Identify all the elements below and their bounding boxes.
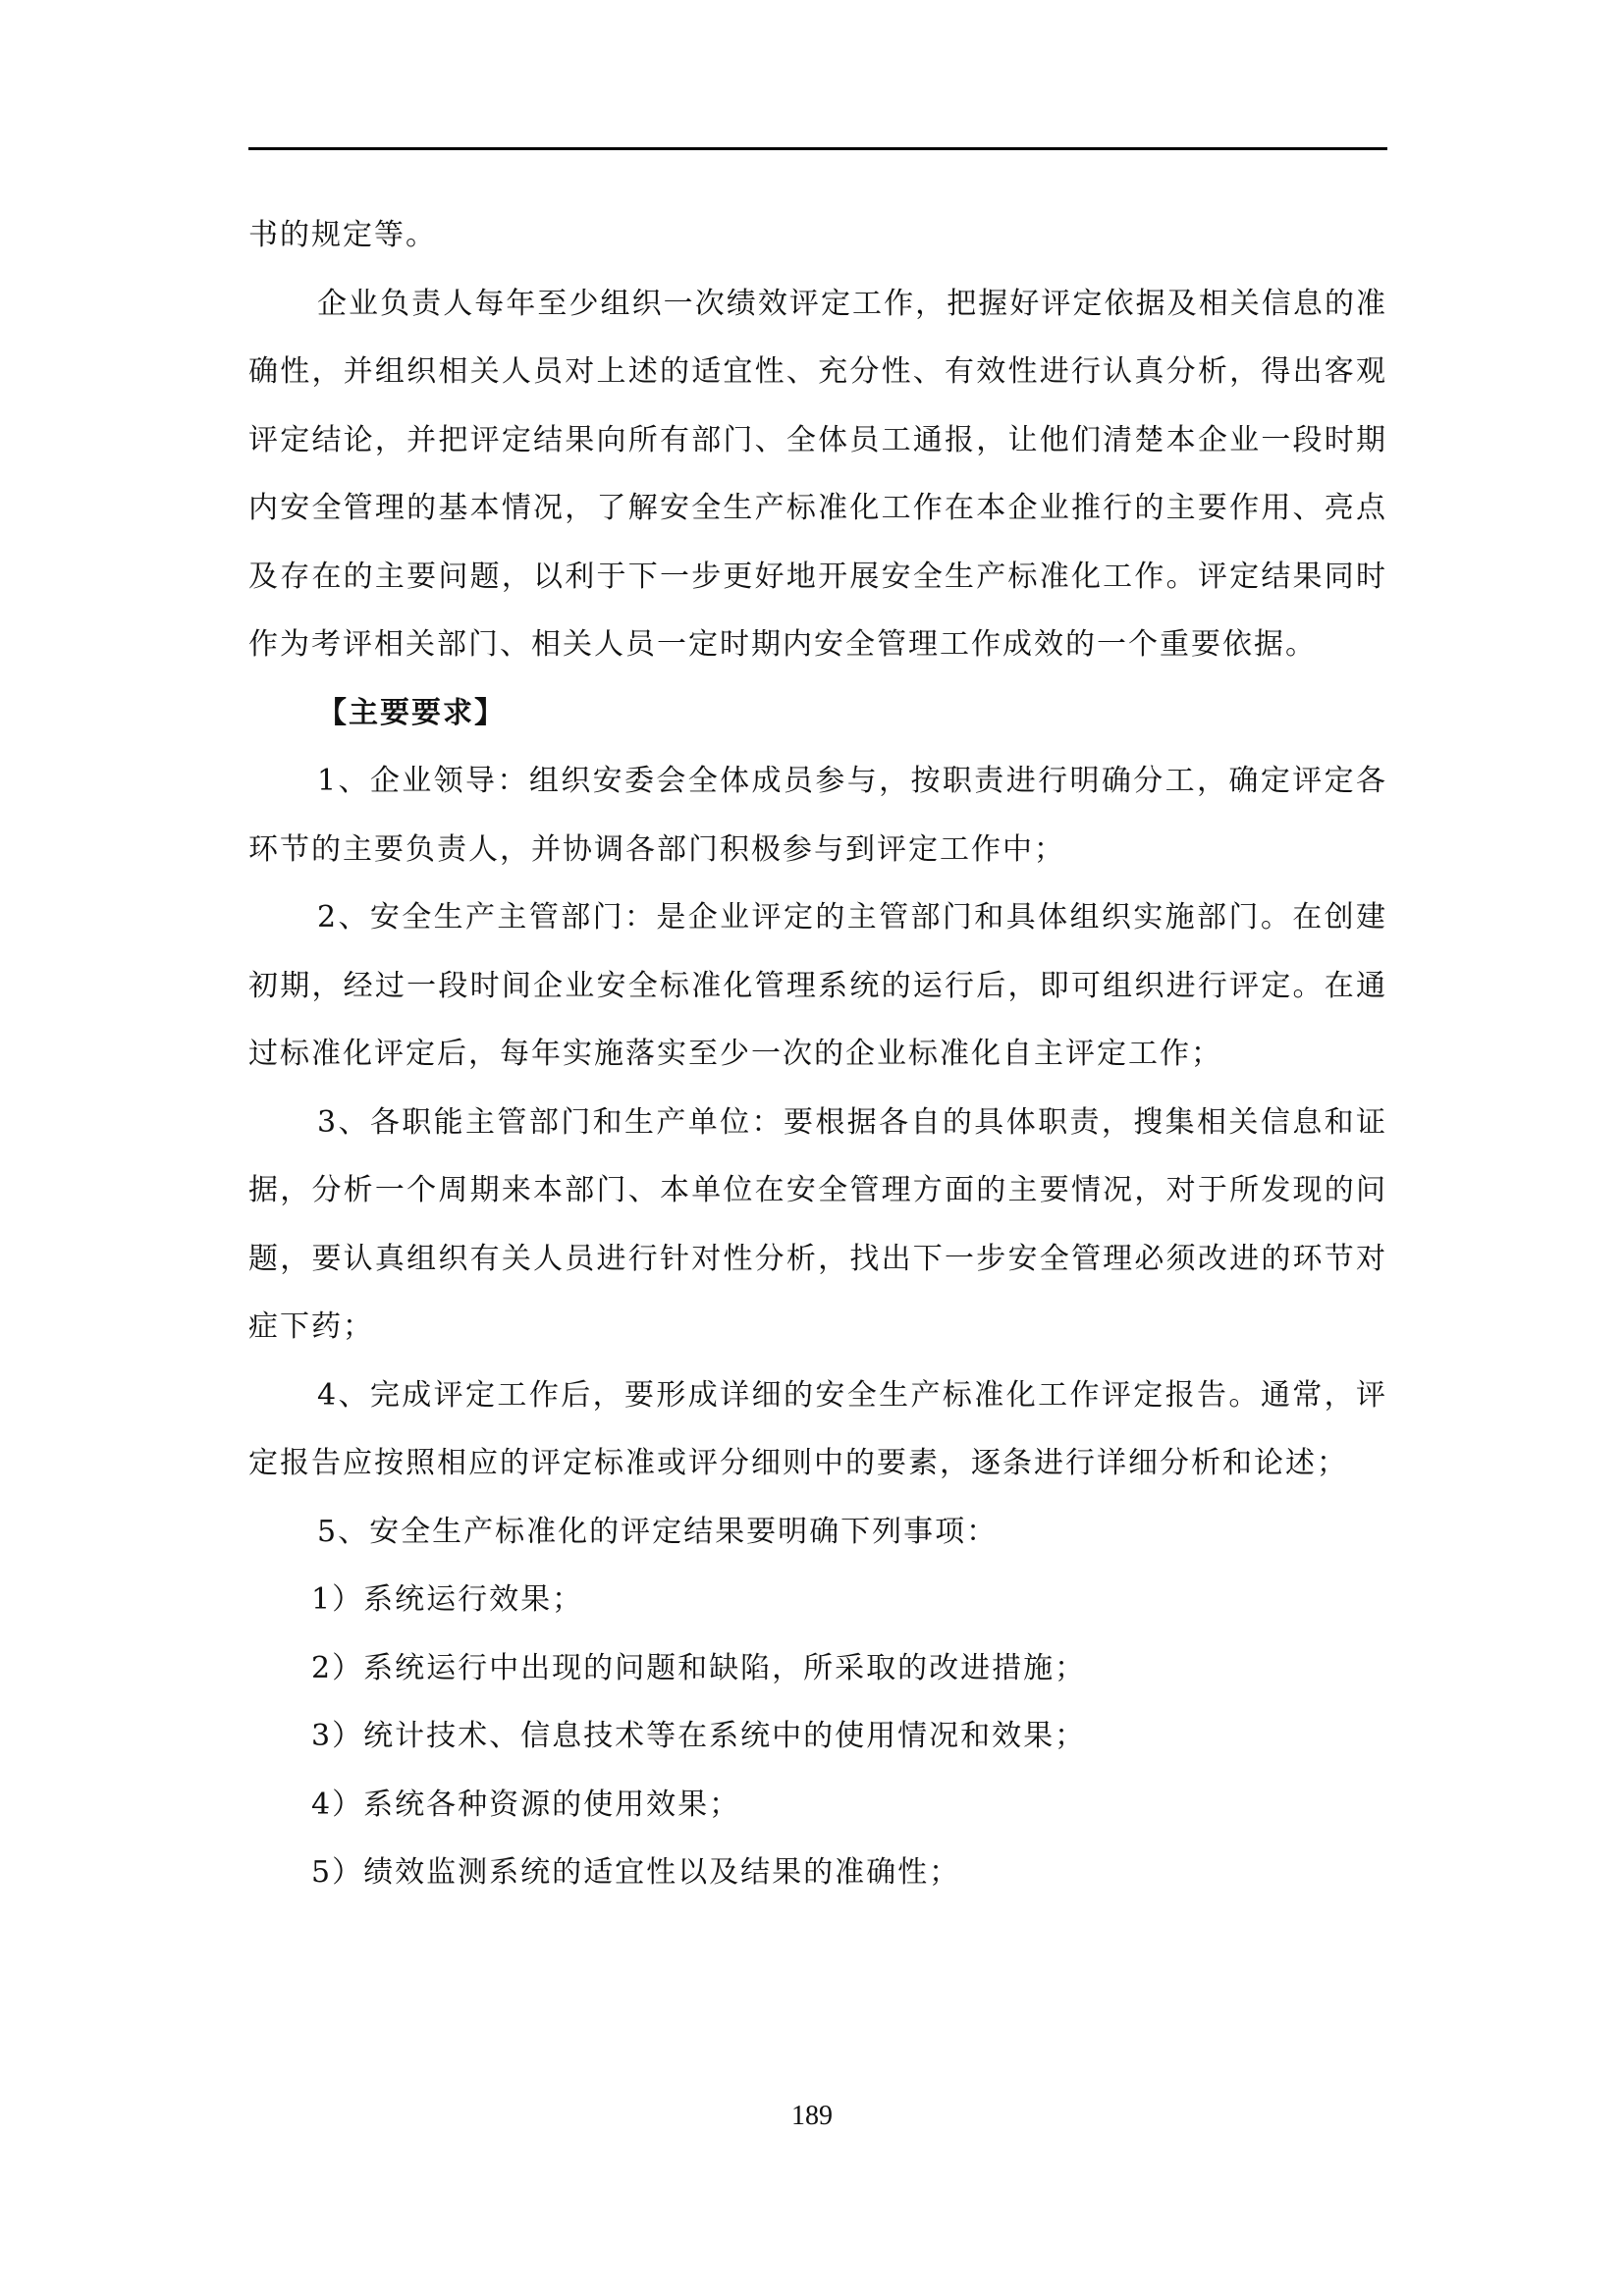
- page-number: 189: [791, 2101, 833, 2131]
- requirement-item-5: 5、安全生产标准化的评定结果要明确下列事项：: [317, 1514, 999, 1549]
- list-item: 2）系统运行中出现的问题和缺陷，所采取的改进措施；: [311, 1650, 1087, 1685]
- paragraph-evaluation-overview: 企业负责人每年至少组织一次绩效评定工作，把握好评定依据及相关信息的准确性，并组织相关人员对上述的适宜性、充分性、有效性进行认真分析，得出客观评定结论，并把评定结果向所有部门、全体员工通报，让他们清楚本企业一段时期内安全管理的基本情况，了解安全生产标准化工作在本企业推行的主要作用、亮点及存在的主要问题，以利于下一步更好地开展安全生产标准化工作。评定结果同时作为考评相关部门、相关人员一定时期内安全管理工作成效的一个重要依据。: [248, 286, 1387, 662]
- requirement-item-4: 4、完成评定工作后，要形成详细的安全生产标准化工作评定报告。通常，评定报告应按照相应的评定标准或评分细则中的要素，逐条进行详细分析和论述；: [248, 1377, 1387, 1480]
- requirement-item-2: 2、安全生产主管部门：是企业评定的主管部门和具体组织实施部门。在创建初期，经过一段时间企业安全标准化管理系统的运行后，即可组织进行评定。在通过标准化评定后，每年实施落实至少一次的企业标准化自主评定工作；: [248, 900, 1387, 1071]
- evaluation-result-list: [248, 1566, 1387, 1907]
- requirement-item-1: 1、企业领导：组织安委会全体成员参与，按职责进行明确分工，确定评定各环节的主要负责人，并协调各部门积极参与到评定工作中；: [248, 764, 1387, 867]
- paragraph-continuation: 书的规定等。: [248, 218, 437, 252]
- header-rule: [248, 147, 1387, 150]
- list-item: 5）绩效监测系统的适宜性以及结果的准确性；: [311, 1855, 961, 1890]
- list-item: 4）系统各种资源的使用效果；: [311, 1787, 741, 1822]
- list-item: 1）系统运行效果；: [311, 1582, 584, 1617]
- document-body: [248, 201, 1387, 1907]
- list-item: 3）统计技术、信息技术等在系统中的使用情况和效果；: [311, 1719, 1087, 1753]
- section-heading: 【主要要求】: [317, 695, 506, 730]
- requirement-item-3: 3、各职能主管部门和生产单位：要根据各自的具体职责，搜集相关信息和证据，分析一个周期来本部门、本单位在安全管理方面的主要情况，对于所发现的问题，要认真组织有关人员进行针对性分析，找出下一步安全管理必须改进的环节对症下药；: [248, 1104, 1387, 1344]
